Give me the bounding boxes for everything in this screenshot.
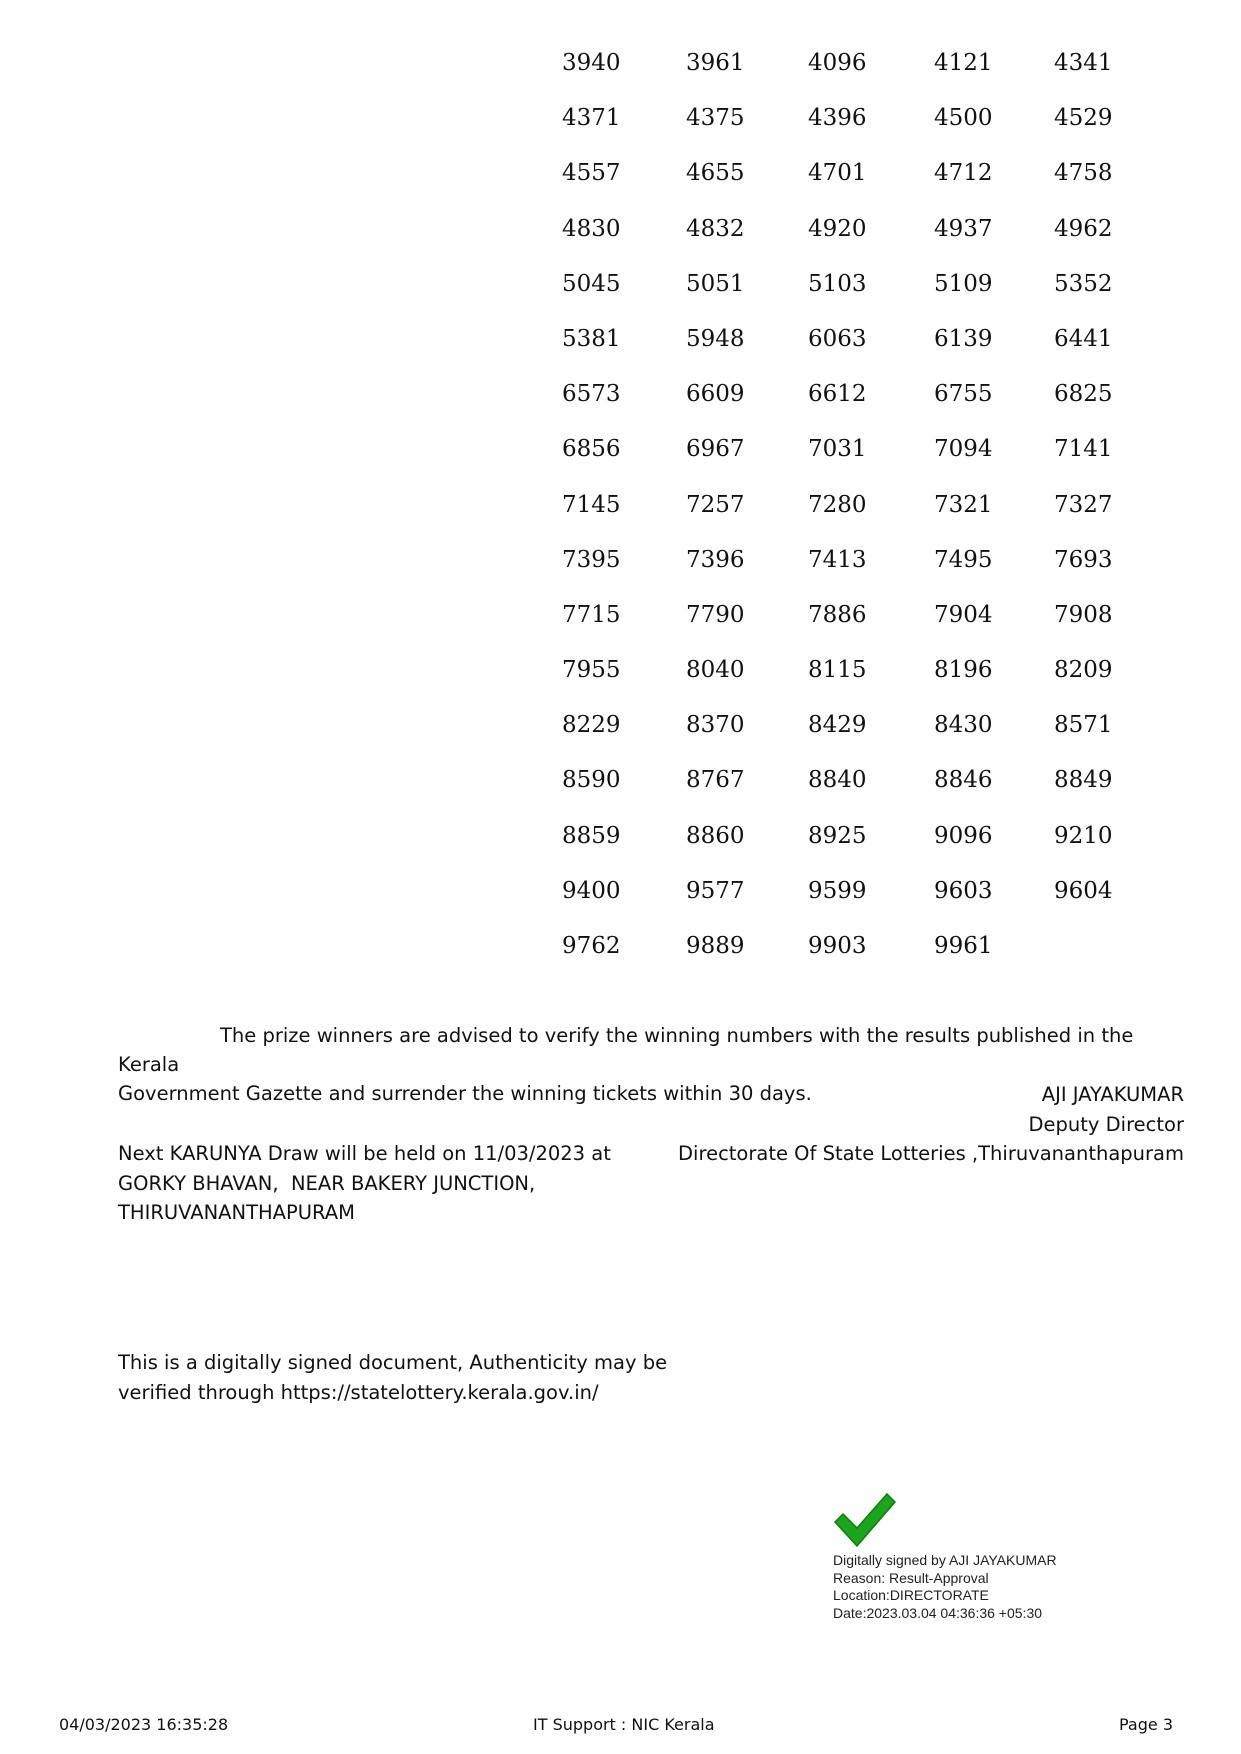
winning-number: 8925	[808, 822, 867, 849]
winning-number: 8859	[562, 822, 621, 849]
winning-number: 5352	[1054, 270, 1113, 297]
winning-number: 9903	[808, 933, 867, 959]
signatory-name: AJI JAYAKUMAR	[1041, 1083, 1184, 1106]
next-draw-line-1: Next KARUNYA Draw will be held on 11/03/2023 at	[118, 1142, 611, 1165]
notice-line-1: The prize winners are advised to verify the winning numbers with the results published in the Kerala	[118, 1024, 1134, 1076]
winning-number: 7031	[808, 436, 867, 463]
stamp-location: Location:DIRECTORATE	[833, 1587, 989, 1603]
winning-number: 8196	[934, 657, 993, 684]
winning-number: 7395	[562, 546, 621, 573]
winning-number: 7257	[686, 491, 745, 518]
winning-number: 9889	[686, 933, 745, 959]
winning-number: 7327	[1054, 491, 1113, 518]
winning-number: 4920	[808, 215, 867, 242]
winning-number: 4500	[934, 105, 993, 132]
winning-number: 5381	[562, 325, 621, 352]
winning-number: 9210	[1054, 822, 1113, 849]
signatory-block	[678, 1080, 1184, 1169]
stamp-date: Date:2023.03.04 04:36:36 +05:30	[833, 1604, 1043, 1621]
winning-number: 7413	[808, 546, 867, 573]
winning-number: 8590	[562, 767, 621, 794]
winning-number: 7145	[562, 491, 621, 518]
winning-number: 5045	[562, 270, 621, 297]
winning-number: 3940	[562, 50, 621, 76]
footer-page-number: Page 3	[1119, 1715, 1173, 1734]
winning-number: 8040	[686, 657, 745, 684]
winning-number: 8849	[1054, 767, 1113, 794]
next-draw-line-2: GORKY BHAVAN, NEAR BAKERY JUNCTION,	[118, 1171, 536, 1195]
winning-number: 4832	[686, 215, 745, 242]
winning-number: 4655	[686, 160, 745, 187]
winning-number: 7955	[562, 657, 621, 684]
winning-number: 9961	[934, 933, 993, 959]
winning-number: 7886	[808, 601, 867, 628]
winning-number: 8840	[808, 767, 867, 794]
winning-number: 7321	[934, 491, 993, 518]
winning-number: 6609	[686, 381, 745, 408]
winning-number: 3961	[686, 50, 745, 76]
next-draw-info	[118, 1139, 611, 1228]
stamp-reason: Reason: Result-Approval	[833, 1569, 989, 1586]
winning-number: 7693	[1054, 546, 1113, 573]
digital-note-line-2: verified through https://statelottery.kerala.gov.in/	[118, 1380, 599, 1404]
winning-number: 4712	[934, 160, 993, 187]
winning-number: 5103	[808, 270, 867, 297]
winning-number: 4830	[562, 215, 621, 242]
winning-number: 8767	[686, 767, 745, 794]
digital-note-line-1: This is a digitally signed document, Authenticity may be	[118, 1351, 668, 1374]
digital-signature-note	[118, 1348, 667, 1407]
winning-number: 6612	[808, 381, 867, 408]
winning-number: 9577	[686, 877, 745, 904]
winning-number: 8229	[562, 712, 621, 739]
winning-number: 6967	[686, 436, 745, 463]
next-draw-line-3: THIRUVANANTHAPURAM	[118, 1201, 355, 1224]
winning-number: 4758	[1054, 160, 1113, 187]
winning-number: 6441	[1054, 325, 1113, 352]
winning-number: 7908	[1054, 601, 1113, 628]
winning-number: 7094	[934, 436, 993, 463]
winning-number: 8430	[934, 712, 993, 739]
winning-number: 4557	[562, 160, 621, 187]
winning-number: 9604	[1054, 877, 1113, 904]
winning-number: 4937	[934, 215, 993, 242]
winning-number: 7141	[1054, 436, 1113, 463]
winning-number: 6139	[934, 325, 993, 352]
winning-number: 9762	[562, 933, 621, 959]
winning-number: 4375	[686, 105, 745, 132]
notice-line-2: Government Gazette and surrender the winning tickets within 30 days.	[118, 1082, 812, 1105]
stamp-signed-by: Digitally signed by AJI JAYAKUMAR	[833, 1552, 1057, 1568]
winning-number: 4096	[808, 50, 867, 76]
winning-number: 7715	[562, 601, 621, 628]
winning-number: 5109	[934, 270, 993, 297]
winning-number: 7904	[934, 601, 993, 628]
winning-number: 8115	[808, 657, 867, 684]
signatory-designation: Deputy Director	[1028, 1112, 1184, 1136]
winning-number: 6063	[808, 325, 867, 352]
winning-number: 4396	[808, 105, 867, 132]
footer-support: IT Support : NIC Kerala	[533, 1715, 715, 1734]
winning-number: 9603	[934, 877, 993, 904]
winning-number: 8429	[808, 712, 867, 739]
winning-number: 8860	[686, 822, 745, 849]
winning-numbers-grid	[562, 36, 1134, 974]
winning-number: 6825	[1054, 381, 1113, 408]
winning-number: 5948	[686, 325, 745, 352]
winning-number	[1054, 919, 1134, 974]
winning-number: 7790	[686, 601, 745, 628]
digital-signature-stamp	[833, 1490, 1057, 1622]
winning-number: 6573	[562, 381, 621, 408]
winning-number: 9599	[808, 877, 867, 904]
winning-number: 7280	[808, 491, 867, 518]
winning-number: 4121	[934, 50, 993, 76]
winning-number: 5051	[686, 270, 745, 297]
footer-timestamp: 04/03/2023 16:35:28	[59, 1715, 229, 1734]
signatory-office: Directorate Of State Lotteries ,Thiruvananthapuram	[678, 1142, 1184, 1165]
winning-number: 7495	[934, 546, 993, 573]
winning-number: 6856	[562, 436, 621, 463]
winning-number: 4962	[1054, 215, 1113, 242]
winning-number: 6755	[934, 381, 993, 408]
winning-number: 8571	[1054, 712, 1113, 739]
winning-number: 7396	[686, 546, 745, 573]
winning-number: 4701	[808, 160, 867, 187]
winning-number: 9096	[934, 822, 993, 849]
winning-number: 8209	[1054, 657, 1113, 684]
winning-number: 8846	[934, 767, 993, 794]
checkmark-icon	[833, 1490, 897, 1550]
winning-number: 9400	[562, 877, 621, 904]
winning-number: 4371	[562, 105, 621, 132]
winning-number: 8370	[686, 712, 745, 739]
winning-number: 4341	[1054, 50, 1113, 76]
winning-number: 4529	[1054, 105, 1113, 132]
